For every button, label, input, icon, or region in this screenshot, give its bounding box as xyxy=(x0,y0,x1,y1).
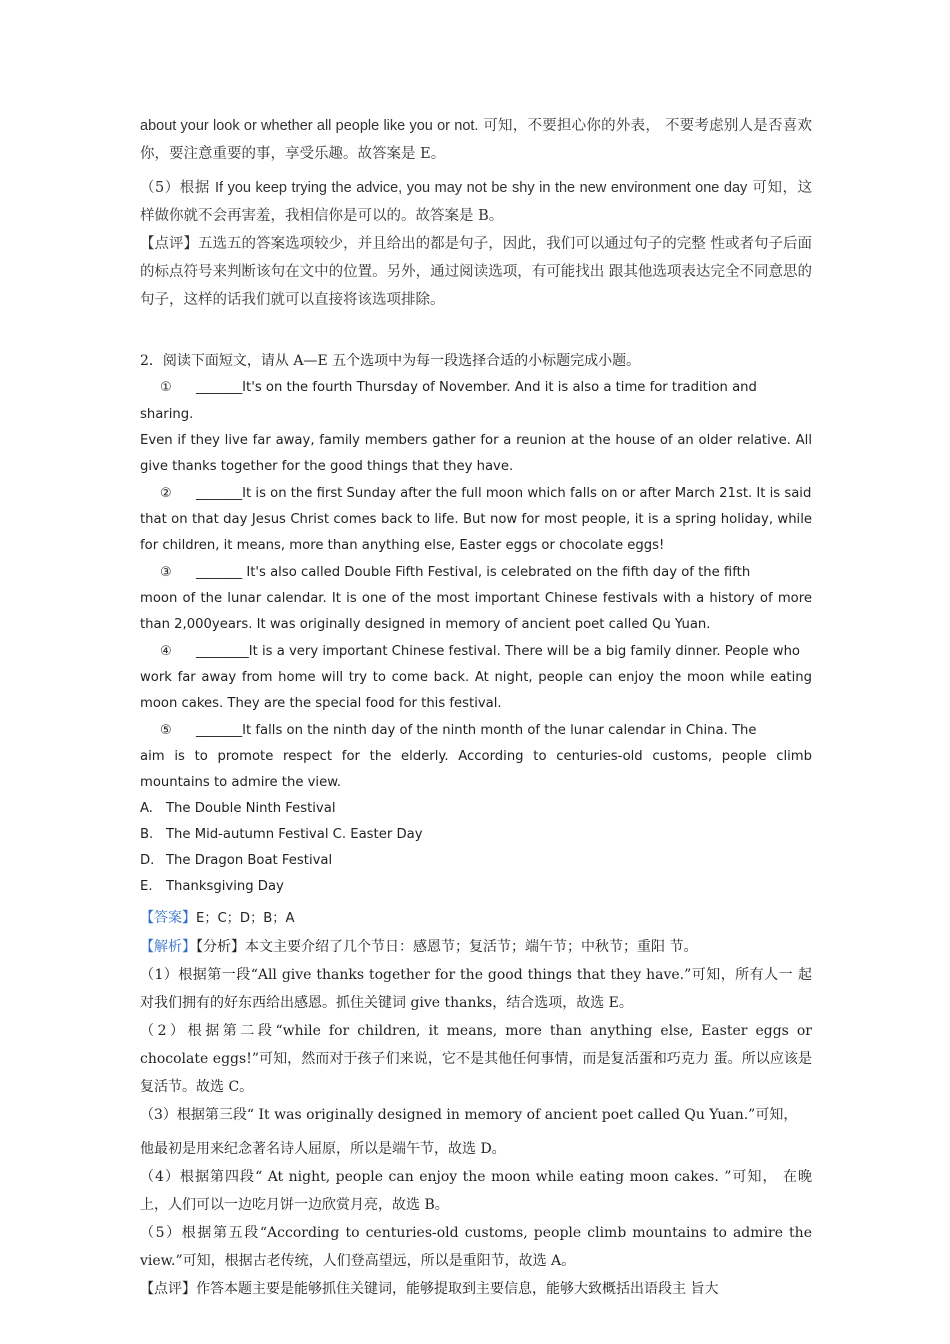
analysis-item: （2）根据第二段“while for children, it means, more than anything else, Easter eggs or chocolate eggs!”可知，然而对于孩子们来说，它不是其他任何事情，而是复活蛋和巧克力 蛋。所以应该是复活节。故选 C。 xyxy=(140,1023,812,1095)
analysis-tag: 【解析】 xyxy=(140,939,196,955)
analysis-item: （3）根据第三段“ It was originally designed in memory of ancient poet called Qu Yuan.”可知， xyxy=(140,1107,798,1123)
options-list xyxy=(140,796,812,900)
previous-answer-block xyxy=(140,112,812,314)
answer-5-explanation: （5）根据 If you keep trying the advice, you may not be shy in the new environment one day 可知，这样做你就不会再害羞，我相信你是可以的。故答案是 B。 xyxy=(140,180,813,224)
answer-line xyxy=(140,904,812,933)
paragraph-number: ① xyxy=(160,380,172,395)
document-content xyxy=(140,112,812,1303)
answer-4-explanation: about your look or whether all people like you or not. 可知，不要担心你的外表， 不要考虑别人是否喜欢你，要注意重要的事，享受乐趣。故答案是 E。 xyxy=(140,118,813,162)
review-note: 【点评】五选五的答案选项较少，并且给出的都是句子，因此，我们可以通过句子的完整 性或者句子后面的标点符号来判断该句在文中的位置。另外，通过阅读选项，有可能找出 跟其他选项表达完全不同意思的句子，这样的话我们就可以直接将该选项排除。 xyxy=(140,236,812,308)
answer-tag: 【答案】 xyxy=(140,910,196,926)
review-note: 【点评】作答本题主要是能够抓住关键词，能够提取到主要信息，能够大致概括出语段主 旨大 xyxy=(140,1281,719,1297)
option-item: A. The Double Ninth Festival xyxy=(140,801,336,816)
passage-paragraph: ① _______It's on the fourth Thursday of November. And it is also a time for tradition and sharing. Even if they live far away, family members gather for a reunion at the house of an older relative. All give thanks together for the good things that they have. xyxy=(140,374,812,480)
analysis-item: （5）根据第五段“According to centuries-old customs, people climb mountains to admire the view.”可知，根据古老传统，人们登高望远，所以是重阳节，故选 A。 xyxy=(140,1225,812,1269)
analysis-item: （1）根据第一段“All give thanks together for the good things that they have.”可知，所有人一 起对我们拥有的好东西给出感恩。抓住关键词 give thanks，结合选项，故选 E。 xyxy=(140,967,812,1011)
option-item: B. The Mid-autumn Festival C. Easter Day xyxy=(140,827,423,842)
passage-paragraph: ② _______It is on the first Sunday after the full moon which falls on or after March 21st. It is said that on that day Jesus Christ comes back to life. But now for most people, it is a spring holiday, while for children, it means, more than anything else, Easter eggs or chocolate eggs! xyxy=(140,480,812,559)
paragraph-number: ② xyxy=(160,486,172,501)
passage-paragraph: ④ ________It is a very important Chinese festival. There will be a big family dinner. People who work far away from home will try to come back. At night, people can enjoy the moon while eating moon cakes. They are the special food for this festival. xyxy=(140,638,812,717)
answer-section xyxy=(140,904,812,1303)
paragraph-number: ⑤ xyxy=(160,723,172,738)
passage-paragraph: ⑤ _______It falls on the ninth day of the ninth month of the lunar calendar in China. The aim is to promote respect for the elderly. According to centuries-old customs, people climb mountains to admire the view. xyxy=(140,717,812,796)
question-intro: 2．阅读下面短文，请从 A—E 五个选项中为每一段选择合适的小标题完成小题。 xyxy=(140,353,641,369)
passage-paragraph: ③ _______ It's also called Double Fifth Festival, is celebrated on the fifth day of the fifth moon of the lunar calendar. It is one of the most important Chinese festivals with a history of more than 2,000years. It was originally designed in memory of ancient poet called Qu Yuan. xyxy=(140,559,812,638)
analysis-line: 【解析】【分析】本文主要介绍了几个节日：感恩节；复活节；端午节；中秋节；重阳 节。 xyxy=(140,939,698,955)
paragraph-number: ③ xyxy=(160,565,172,580)
option-item: E. Thanksgiving Day xyxy=(140,879,284,894)
option-item: D. The Dragon Boat Festival xyxy=(140,853,333,868)
analysis-item: （4）根据第四段“ At night, people can enjoy the moon while eating moon cakes. ”可知， 在晚 上，人们可以一边吃月饼一边欣赏月亮，故选 B。 xyxy=(140,1169,812,1213)
paragraph-number: ④ xyxy=(160,644,172,659)
answer-value: E；C；D；B；A xyxy=(196,911,295,926)
analysis-item: 他最初是用来纪念著名诗人屈原，所以是端午节，故选 D。 xyxy=(140,1141,506,1157)
question-2 xyxy=(140,348,812,900)
